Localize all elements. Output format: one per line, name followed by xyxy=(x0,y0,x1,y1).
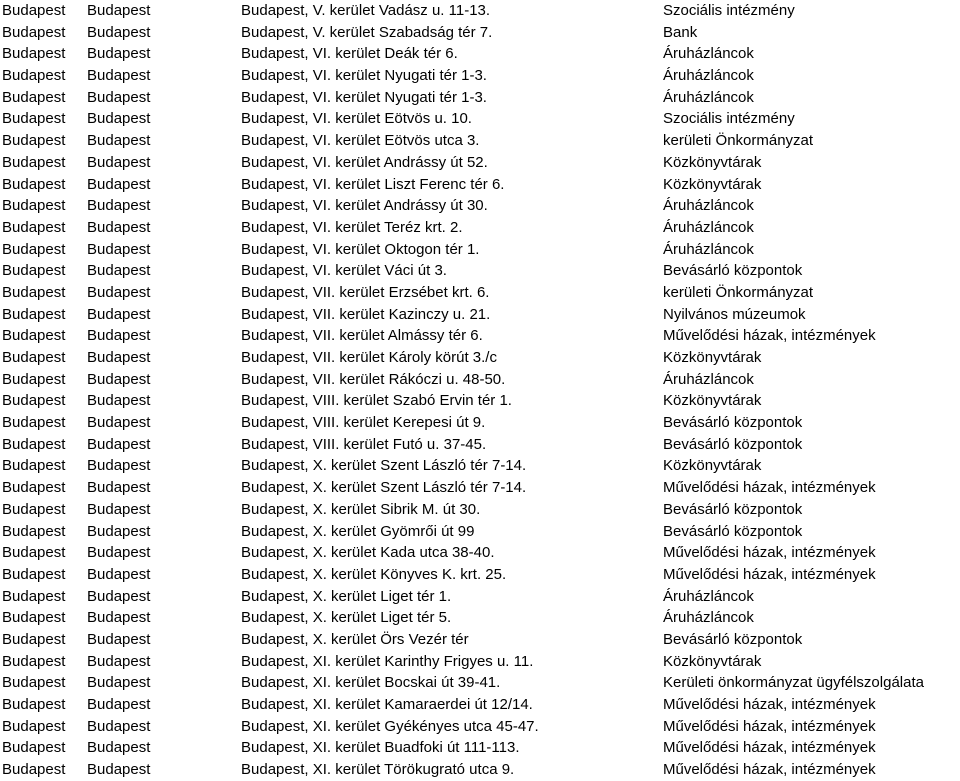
category-cell: Bevásárló központok xyxy=(663,630,803,648)
table-row xyxy=(0,65,960,87)
table-row xyxy=(0,347,960,369)
category-cell: Művelődési házak, intézmények xyxy=(663,761,876,779)
region-cell: Budapest xyxy=(87,609,151,627)
address-cell: Budapest, VII. kerület Károly körút 3./c xyxy=(241,349,497,366)
city-cell: Budapest xyxy=(2,349,66,366)
region-cell: Budapest xyxy=(87,717,151,735)
region-cell: Budapest xyxy=(87,349,151,366)
city-cell: Budapest xyxy=(2,45,66,63)
city-cell: Budapest xyxy=(2,305,66,323)
address-cell: Budapest, VI. kerület Nyugati tér 1-3. xyxy=(241,67,487,85)
table-row xyxy=(0,455,960,477)
table-row xyxy=(0,759,960,781)
address-cell: Budapest, VIII. kerület Kerepesi út 9. xyxy=(241,414,486,432)
city-cell: Budapest xyxy=(2,609,66,627)
region-cell: Budapest xyxy=(87,305,151,323)
address-cell: Budapest, XI. kerület Bocskai út 39-41. xyxy=(241,674,501,692)
table-row xyxy=(0,694,960,716)
region-cell: Budapest xyxy=(87,457,151,475)
address-cell: Budapest, X. kerület Örs Vezér tér xyxy=(241,630,469,648)
city-cell: Budapest xyxy=(2,696,66,713)
address-cell: Budapest, XI. kerület Törökugrató utca 9. xyxy=(241,761,515,779)
table-row xyxy=(0,716,960,738)
category-cell: Bevásárló központok xyxy=(663,435,803,453)
table-row xyxy=(0,130,960,152)
table-row xyxy=(0,477,960,499)
address-cell: Budapest, X. kerület Sibrik M. út 30. xyxy=(241,500,481,518)
city-cell: Budapest xyxy=(2,327,66,345)
table-row xyxy=(0,304,960,326)
region-cell: Budapest xyxy=(87,500,151,518)
address-cell: Budapest, VIII. kerület Futó u. 37-45. xyxy=(241,435,487,453)
region-cell: Budapest xyxy=(87,262,151,280)
region-cell: Budapest xyxy=(87,327,151,345)
category-cell: Közkönyvtárak xyxy=(663,392,762,410)
table-row xyxy=(0,521,960,543)
region-cell: Budapest xyxy=(87,132,151,150)
region-cell: Budapest xyxy=(87,110,151,128)
region-cell: Budapest xyxy=(87,565,151,583)
table-row xyxy=(0,412,960,434)
address-cell: Budapest, VII. kerület Rákóczi u. 48-50. xyxy=(241,370,506,388)
category-cell: Bank xyxy=(663,23,698,41)
city-cell: Budapest xyxy=(2,153,66,171)
address-cell: Budapest, VII. kerület Kazinczy u. 21. xyxy=(241,305,491,323)
region-cell: Budapest xyxy=(87,153,151,171)
city-cell: Budapest xyxy=(2,587,66,605)
address-cell: Budapest, VIII. kerület Szabó Ervin tér 1. xyxy=(241,392,512,410)
address-cell: Budapest, XI. kerület Gyékényes utca 45-47. xyxy=(241,717,539,735)
category-cell: Áruházláncok xyxy=(663,88,754,106)
address-cell: Budapest, VI. kerület Oktogon tér 1. xyxy=(241,240,480,258)
table-row xyxy=(0,325,960,347)
table-row xyxy=(0,607,960,629)
category-cell: Áruházláncok xyxy=(663,609,754,627)
region-cell: Budapest xyxy=(87,739,151,757)
table-row xyxy=(0,0,960,22)
address-cell: Budapest, XI. kerület Kamaraerdei út 12/14. xyxy=(241,696,533,713)
city-cell: Budapest xyxy=(2,218,66,236)
region-cell: Budapest xyxy=(87,197,151,215)
table-row xyxy=(0,282,960,304)
city-cell: Budapest xyxy=(2,23,66,41)
address-cell: Budapest, VI. kerület Deák tér 6. xyxy=(241,45,458,63)
category-cell: Művelődési házak, intézmények xyxy=(663,717,876,735)
table-row xyxy=(0,542,960,564)
address-cell: Budapest, X. kerület Liget tér 5. xyxy=(241,609,452,627)
region-cell: Budapest xyxy=(87,479,151,497)
address-cell: Budapest, X. kerület Szent László tér 7-14. xyxy=(241,479,527,497)
table-row xyxy=(0,43,960,65)
city-cell: Budapest xyxy=(2,2,66,19)
address-cell: Budapest, X. kerület Könyves K. krt. 25. xyxy=(241,565,507,583)
region-cell: Budapest xyxy=(87,414,151,432)
address-cell: Budapest, X. kerület Liget tér 1. xyxy=(241,587,452,605)
category-cell: Bevásárló központok xyxy=(663,522,803,540)
category-cell: Kerületi önkormányzat ügyfélszolgálata xyxy=(663,674,924,692)
table-row xyxy=(0,390,960,412)
address-cell: Budapest, X. kerület Kada utca 38-40. xyxy=(241,544,495,562)
category-cell: kerületi Önkormányzat xyxy=(663,132,814,150)
region-cell: Budapest xyxy=(87,240,151,258)
region-cell: Budapest xyxy=(87,67,151,85)
table-row xyxy=(0,87,960,109)
region-cell: Budapest xyxy=(87,522,151,540)
table-row xyxy=(0,260,960,282)
address-cell: Budapest, VI. kerület Teréz krt. 2. xyxy=(241,218,463,236)
address-cell: Budapest, VI. kerület Váci út 3. xyxy=(241,262,447,280)
city-cell: Budapest xyxy=(2,652,66,670)
city-cell: Budapest xyxy=(2,370,66,388)
table-row xyxy=(0,239,960,261)
region-cell: Budapest xyxy=(87,88,151,106)
category-cell: Áruházláncok xyxy=(663,197,754,215)
category-cell: Áruházláncok xyxy=(663,218,754,236)
address-cell: Budapest, VI. kerület Eötvös u. 10. xyxy=(241,110,472,128)
city-cell: Budapest xyxy=(2,283,66,301)
region-cell: Budapest xyxy=(87,218,151,236)
address-cell: Budapest, V. kerület Vadász u. 11-13. xyxy=(241,2,491,19)
category-cell: Művelődési házak, intézmények xyxy=(663,544,876,562)
address-cell: Budapest, VI. kerület Andrássy út 52. xyxy=(241,153,488,171)
city-cell: Budapest xyxy=(2,544,66,562)
category-cell: Nyilvános múzeumok xyxy=(663,305,806,323)
address-cell: Budapest, VI. kerület Eötvös utca 3. xyxy=(241,132,480,150)
category-cell: Bevásárló központok xyxy=(663,500,803,518)
address-cell: Budapest, VII. kerület Erzsébet krt. 6. xyxy=(241,283,490,301)
region-cell: Budapest xyxy=(87,544,151,562)
category-cell: Áruházláncok xyxy=(663,587,754,605)
table-row xyxy=(0,195,960,217)
city-cell: Budapest xyxy=(2,522,66,540)
table-row xyxy=(0,217,960,239)
table-row xyxy=(0,499,960,521)
region-cell: Budapest xyxy=(87,630,151,648)
table-row xyxy=(0,737,960,759)
region-cell: Budapest xyxy=(87,587,151,605)
table-row xyxy=(0,22,960,44)
category-cell: Áruházláncok xyxy=(663,67,754,85)
table-row xyxy=(0,564,960,586)
region-cell: Budapest xyxy=(87,435,151,453)
region-cell: Budapest xyxy=(87,392,151,410)
category-cell: Művelődési házak, intézmények xyxy=(663,327,876,345)
address-cell: Budapest, XI. kerület Karinthy Frigyes u. 11. xyxy=(241,652,534,670)
city-cell: Budapest xyxy=(2,262,66,280)
table-row xyxy=(0,629,960,651)
city-cell: Budapest xyxy=(2,500,66,518)
category-cell: Szociális intézmény xyxy=(663,110,795,128)
region-cell: Budapest xyxy=(87,761,151,779)
address-cell: Budapest, X. kerület Szent László tér 7-14. xyxy=(241,457,527,475)
table-row xyxy=(0,651,960,673)
category-cell: Közkönyvtárak xyxy=(663,153,762,171)
region-cell: Budapest xyxy=(87,23,151,41)
table-row xyxy=(0,174,960,196)
category-cell: Bevásárló központok xyxy=(663,262,803,280)
table-row xyxy=(0,434,960,456)
city-cell: Budapest xyxy=(2,414,66,432)
address-cell: Budapest, X. kerület Gyömrői út 99 xyxy=(241,522,475,540)
city-cell: Budapest xyxy=(2,67,66,85)
category-cell: kerületi Önkormányzat xyxy=(663,283,814,301)
city-cell: Budapest xyxy=(2,739,66,757)
category-cell: Közkönyvtárak xyxy=(663,349,762,366)
city-cell: Budapest xyxy=(2,457,66,475)
table-row xyxy=(0,108,960,130)
region-cell: Budapest xyxy=(87,696,151,713)
city-cell: Budapest xyxy=(2,240,66,258)
city-cell: Budapest xyxy=(2,132,66,150)
category-cell: Közkönyvtárak xyxy=(663,175,762,193)
region-cell: Budapest xyxy=(87,175,151,193)
region-cell: Budapest xyxy=(87,45,151,63)
category-cell: Áruházláncok xyxy=(663,370,754,388)
city-cell: Budapest xyxy=(2,717,66,735)
category-cell: Művelődési házak, intézmények xyxy=(663,696,876,713)
city-cell: Budapest xyxy=(2,88,66,106)
table-row xyxy=(0,369,960,391)
city-cell: Budapest xyxy=(2,565,66,583)
address-cell: Budapest, XI. kerület Buadfoki út 111-113. xyxy=(241,739,520,757)
region-cell: Budapest xyxy=(87,283,151,301)
category-cell: Bevásárló központok xyxy=(663,414,803,432)
category-cell: Művelődési házak, intézmények xyxy=(663,565,876,583)
category-cell: Közkönyvtárak xyxy=(663,457,762,475)
city-cell: Budapest xyxy=(2,175,66,193)
table-row xyxy=(0,586,960,608)
city-cell: Budapest xyxy=(2,761,66,779)
region-cell: Budapest xyxy=(87,2,151,19)
city-cell: Budapest xyxy=(2,110,66,128)
address-cell: Budapest, VI. kerület Andrássy út 30. xyxy=(241,197,488,215)
city-cell: Budapest xyxy=(2,630,66,648)
city-cell: Budapest xyxy=(2,392,66,410)
category-cell: Szociális intézmény xyxy=(663,2,795,19)
region-cell: Budapest xyxy=(87,652,151,670)
address-cell: Budapest, VII. kerület Almássy tér 6. xyxy=(241,327,483,345)
address-cell: Budapest, VI. kerület Nyugati tér 1-3. xyxy=(241,88,487,106)
city-cell: Budapest xyxy=(2,674,66,692)
table-row xyxy=(0,152,960,174)
category-cell: Művelődési házak, intézmények xyxy=(663,479,876,497)
region-cell: Budapest xyxy=(87,674,151,692)
city-cell: Budapest xyxy=(2,479,66,497)
address-cell: Budapest, VI. kerület Liszt Ferenc tér 6. xyxy=(241,175,505,193)
category-cell: Közkönyvtárak xyxy=(663,652,762,670)
category-cell: Áruházláncok xyxy=(663,45,754,63)
region-cell: Budapest xyxy=(87,370,151,388)
city-cell: Budapest xyxy=(2,435,66,453)
city-cell: Budapest xyxy=(2,197,66,215)
address-cell: Budapest, V. kerület Szabadság tér 7. xyxy=(241,23,493,41)
category-cell: Művelődési házak, intézmények xyxy=(663,739,876,757)
table-row xyxy=(0,672,960,694)
category-cell: Áruházláncok xyxy=(663,240,754,258)
